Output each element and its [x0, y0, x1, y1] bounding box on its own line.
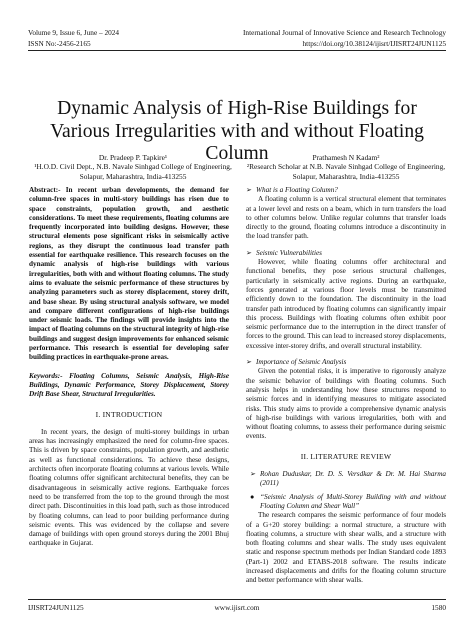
chevron-icon: ➢ — [250, 470, 257, 479]
subsection-importance — [246, 358, 446, 442]
author-2 — [246, 153, 446, 181]
volume-info: Volume 9, Issue 6, June – 2024 — [28, 28, 120, 37]
subsection-seismic-vulnerabilities — [246, 249, 446, 351]
paper-id: IJISRT24JUN1125 — [28, 603, 84, 612]
issn: ISSN No:-2456-2165 — [28, 39, 91, 48]
reference-summary: The research compares the seismic performance of four models of a G+20 storey building: a normal structure, a structure with floating columns, a structure with shear walls, and a structure with both floating columns and shear walls. The study uses equivalent static and response spectrum methods per Indian Standard code 1893 (Part-1) 2002 and ETABS-2018 software. The results indicate increased displacements and drifts for the floating column structure and better performance with shear walls. — [246, 511, 446, 585]
chevron-icon: ➢ — [246, 186, 253, 194]
subsection-heading: What is a Floating Column? — [256, 186, 338, 194]
reference-title: ● “Seismic Analysis of Multi-Storey Building with and without Floating Column and Shear Wall” — [250, 492, 446, 510]
keywords-label: Keywords:- — [29, 371, 63, 380]
paper-title: Dynamic Analysis of High-Rise Buildings for Various Irregularities with and without Floating Column — [50, 98, 424, 165]
subsection-text: However, while floating columns offer architectural and functional benefits, they pose serious structural challenges, particularly in seismically active regions. During an earthquake, forces generated at various floor levels must be transmitted efficiently down to the foundation. The discontinuity in the load transfer path introduced by floating columns can significantly impair this process. Buildings with floating columns often exhibit poor seismic performance due to the interruption in the direct transfer of forces to the ground. This can lead to increased storey displacements, excessive inter-storey drifts, and overall structural instability. — [246, 258, 446, 350]
left-column — [29, 186, 229, 549]
right-column — [246, 186, 446, 586]
introduction-text: In recent years, the design of multi-storey buildings in urban areas has increasingly emphasized the need for column-free spaces. This is driven by space constraints, population growth, and aesthetic as well as functional considerations. To achieve these designs, architects often incorporate floating columns at various levels. While floating columns offer significant architectural benefits, they can be disadvantageous in seismically active regions. Earthquake forces need to be transferred from the top to the ground through the most direct path. Discontinuities in this load path, such as those introduced by floating columns, can lead to poor building performance during seismic events. This was evidenced by the collapse and severe damage of buildings with open ground storeys during the 2001 Bhuj earthquake in Gujarat. — [29, 427, 229, 548]
subsection-text: A floating column is a vertical structural element that terminates at a lower level and rests on a beam, which in turn transfers the load to other columns below. Unlike regular columns that transfer loads directly to the ground, floating columns introduce a discontinuity in the load transfer path. — [246, 195, 446, 241]
author-1 — [28, 153, 238, 181]
chevron-icon: ➢ — [246, 358, 253, 367]
keywords — [29, 372, 229, 400]
bullet-icon: ● — [250, 492, 257, 501]
section-heading-introduction: I. INTRODUCTION — [95, 409, 163, 419]
journal-name: International Journal of Innovative Science and Research Technology — [243, 28, 446, 37]
author-2-affiliation: ²Research Scholar at N.B. Navale Sinhgad College of Engineering, Solapur, Maharashtra, India-413255 — [246, 162, 446, 181]
journal-website[interactable]: www.ijisrt.com — [214, 603, 260, 612]
subsection-heading: Importance of Seismic Analysis — [256, 358, 347, 367]
subsection-floating-column — [246, 186, 446, 242]
subsection-heading: Seismic Vulnerabilities — [256, 248, 322, 257]
author-2-name: Prathamesh N Kadam² — [312, 153, 380, 162]
doi-link[interactable]: https://doi.org/10.38124/ijisrt/IJISRT24JUN1125 — [302, 39, 446, 48]
author-1-name: Dr. Pradeep P. Tapkire¹ — [98, 153, 168, 162]
header-divider — [28, 50, 446, 51]
page-number: 1580 — [431, 603, 446, 612]
subsection-text: Given the potential risks, it is imperative to rigorously analyze the seismic behavior of buildings with floating columns. Such analysis helps in understanding how these structures respond to seismic forces and in identifying measures to mitigate associated risks. This study aims to provide a comprehensive dynamic analysis of high-rise buildings with various irregularities, both with and without floating columns, to assess their performance during seismic events. — [246, 367, 446, 441]
abstract: Abstract:- In recent urban developments, the demand for column-free spaces in multi-story buildings has risen due to space constraints, population growth, and aesthetic considerations. To meet these requirements, floating columns are frequently incorporated into building designs. However, these structural elements pose significant risks in seismically active regions, as they disrupt the continuous load transfer path essential for earthquake resilience. This research focuses on the dynamic analysis of high-rise buildings with various irregularities, both with and without floating columns. The study aims to evaluate the seismic performance of these structures by analyzing parameters such as storey displacement, storey drift, and base shear. By using structural analysis software, we model and compare different configurations of high-rise buildings under seismic loads. The findings will provide insights into the impact of floating columns on the structural integrity of high-rise buildings and suggest design improvements for enhanced seismic performance. This research is essential for developing safer building practices in earthquake-prone areas. — [29, 186, 229, 362]
section-heading-literature-review: II. LITERATURE REVIEW — [300, 451, 392, 461]
keywords-text: Floating Columns, Seismic Analysis, High-Rise Buildings, Dynamic Performance, Storey Displacement, Storey Drift Base Shear, Structural Irregularities. — [29, 371, 230, 399]
footer-divider — [28, 599, 446, 600]
chevron-icon: ➢ — [246, 248, 253, 257]
author-1-affiliation: ¹H.O.D. Civil Dept., N.B. Navale Sinhgad College of Engineering, Solapur, Maharashtra, India-413255 — [34, 162, 232, 181]
reference-authors: ➢ Rohan Duduskar, Dr. D. S. Versdkar & Dr. M. Hai Sharma (2011) — [250, 470, 446, 488]
